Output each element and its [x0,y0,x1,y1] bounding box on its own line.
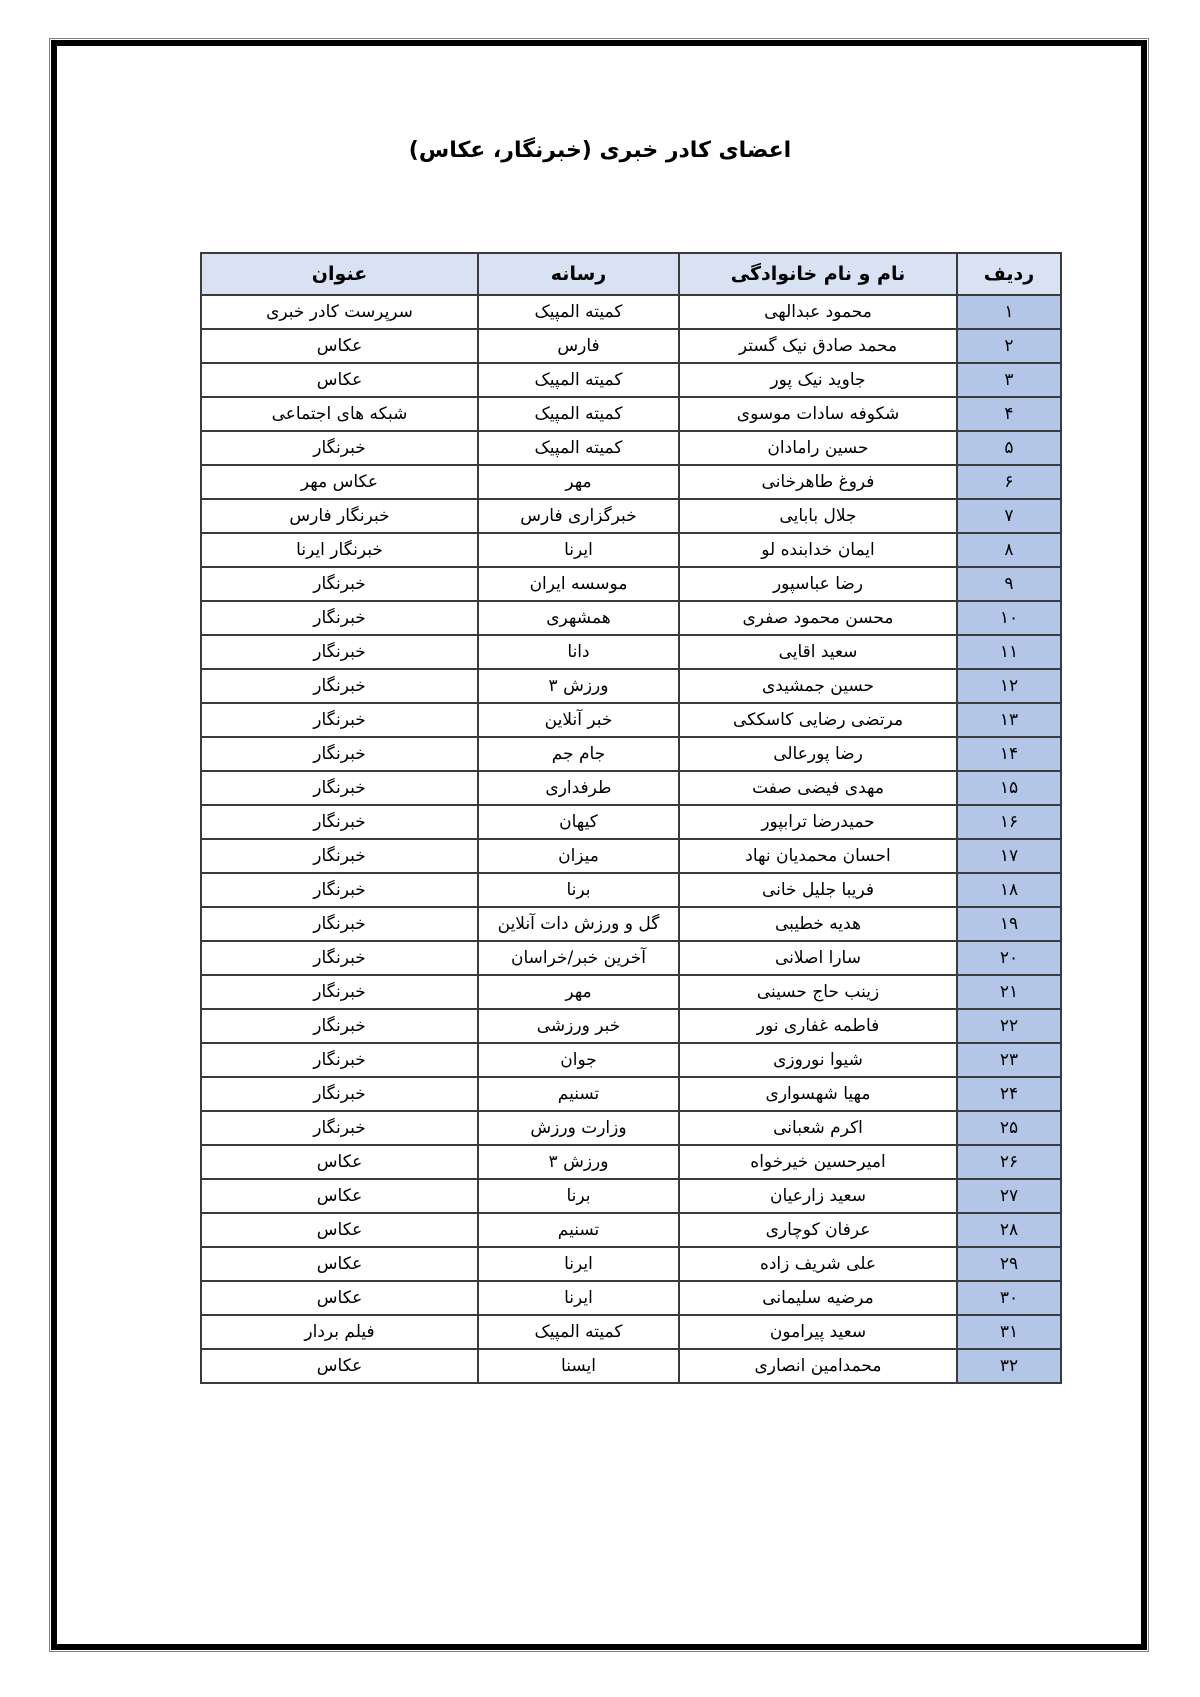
role-cell: عکاس [201,1213,478,1247]
name-cell: مرتضی رضایی کاسککی [679,703,957,737]
role-cell: خبرنگار [201,873,478,907]
table-row [201,907,1061,941]
table-row [201,567,1061,601]
media-cell: کمیته المپیک [478,363,679,397]
row-number-cell: ۳۰ [957,1281,1061,1315]
row-number-cell: ۲۰ [957,941,1061,975]
media-cell: فارس [478,329,679,363]
row-number-cell: ۱۶ [957,805,1061,839]
media-cell: طرفداری [478,771,679,805]
name-cell: مرضیه سلیمانی [679,1281,957,1315]
role-cell: شبکه های اجتماعی [201,397,478,431]
name-cell: جاوید نیک پور [679,363,957,397]
row-number-cell: ۶ [957,465,1061,499]
row-number-cell: ۲۴ [957,1077,1061,1111]
row-number-cell: ۸ [957,533,1061,567]
name-cell: رضا پورعالی [679,737,957,771]
name-cell: حسین رامادان [679,431,957,465]
role-cell: خبرنگار [201,805,478,839]
table-row [201,1349,1061,1383]
name-cell: اکرم شعبانی [679,1111,957,1145]
name-cell: سعید پیرامون [679,1315,957,1349]
media-cell: کیهان [478,805,679,839]
media-cell: کمیته المپیک [478,1315,679,1349]
role-cell: خبرنگار [201,907,478,941]
role-cell: عکاس [201,329,478,363]
media-cell: ایسنا [478,1349,679,1383]
role-cell: عکاس [201,1281,478,1315]
table-header-row [201,253,1061,295]
media-cell: کمیته المپیک [478,295,679,329]
row-number-cell: ۱۷ [957,839,1061,873]
name-cell: محمد صادق نیک گستر [679,329,957,363]
name-cell: هدیه خطیبی [679,907,957,941]
table-row [201,669,1061,703]
table-row [201,533,1061,567]
row-number-cell: ۲۲ [957,1009,1061,1043]
row-number-cell: ۴ [957,397,1061,431]
table-row [201,431,1061,465]
table-row [201,805,1061,839]
row-number-cell: ۹ [957,567,1061,601]
role-cell: عکاس [201,363,478,397]
table-row [201,1281,1061,1315]
name-cell: علی شریف زاده [679,1247,957,1281]
name-cell: زینب حاج حسینی [679,975,957,1009]
row-number-cell: ۱۰ [957,601,1061,635]
media-cell: کمیته المپیک [478,431,679,465]
table-row [201,363,1061,397]
media-cell: کمیته المپیک [478,397,679,431]
role-cell: خبرنگار ایرنا [201,533,478,567]
page-title: اعضای کادر خبری (خبرنگار، عکاس) [408,138,792,163]
column-header-media: رسانه [478,253,679,295]
media-cell: ورزش ۳ [478,669,679,703]
media-cell: خبر ورزشی [478,1009,679,1043]
row-number-cell: ۱۱ [957,635,1061,669]
media-cell: مهر [478,975,679,1009]
name-cell: فریبا جلیل خانی [679,873,957,907]
name-cell: محمود عبدالهی [679,295,957,329]
name-cell: شکوفه سادات موسوی [679,397,957,431]
row-number-cell: ۱۲ [957,669,1061,703]
name-cell: حسین جمشیدی [679,669,957,703]
role-cell: خبرنگار [201,431,478,465]
table-row [201,1213,1061,1247]
row-number-cell: ۱۳ [957,703,1061,737]
name-cell: امیرحسین خیرخواه [679,1145,957,1179]
row-number-cell: ۳ [957,363,1061,397]
table-row [201,1009,1061,1043]
media-cell: تسنیم [478,1077,679,1111]
role-cell: خبرنگار [201,1077,478,1111]
name-cell: فاطمه غفاری نور [679,1009,957,1043]
role-cell: فیلم بردار [201,1315,478,1349]
row-number-cell: ۲۶ [957,1145,1061,1179]
name-cell: سعید زارعیان [679,1179,957,1213]
role-cell: خبرنگار [201,1111,478,1145]
row-number-cell: ۱۹ [957,907,1061,941]
media-cell: موسسه ایران [478,567,679,601]
name-cell: جلال بابایی [679,499,957,533]
row-number-cell: ۱۸ [957,873,1061,907]
role-cell: خبرنگار [201,601,478,635]
name-cell: شیوا نوروزی [679,1043,957,1077]
row-number-cell: ۳۲ [957,1349,1061,1383]
media-cell: میزان [478,839,679,873]
role-cell: خبرنگار [201,635,478,669]
table-row [201,1043,1061,1077]
row-number-cell: ۳۱ [957,1315,1061,1349]
table-row [201,839,1061,873]
media-cell: ایرنا [478,1247,679,1281]
row-number-cell: ۲۳ [957,1043,1061,1077]
row-number-cell: ۲۷ [957,1179,1061,1213]
role-cell: سرپرست کادر خبری [201,295,478,329]
media-cell: مهر [478,465,679,499]
table-row [201,1077,1061,1111]
name-cell: احسان محمدیان نهاد [679,839,957,873]
media-cell: همشهری [478,601,679,635]
name-cell: عرفان کوچاری [679,1213,957,1247]
role-cell: عکاس مهر [201,465,478,499]
role-cell: عکاس [201,1349,478,1383]
media-cell: ایرنا [478,1281,679,1315]
media-cell: خبرگزاری فارس [478,499,679,533]
role-cell: خبرنگار [201,737,478,771]
column-header-row-number: ردیف [957,253,1061,295]
table-row [201,329,1061,363]
table-body [201,295,1061,1383]
role-cell: خبرنگار [201,1009,478,1043]
row-number-cell: ۲۵ [957,1111,1061,1145]
table-row [201,1179,1061,1213]
table-row [201,771,1061,805]
role-cell: خبرنگار [201,941,478,975]
media-cell: خبر آنلاین [478,703,679,737]
name-cell: سارا اصلانی [679,941,957,975]
row-number-cell: ۱۵ [957,771,1061,805]
row-number-cell: ۵ [957,431,1061,465]
table-row [201,1247,1061,1281]
role-cell: خبرنگار [201,567,478,601]
table-row [201,873,1061,907]
role-cell: خبرنگار فارس [201,499,478,533]
column-header-name: نام و نام خانوادگی [679,253,957,295]
row-number-cell: ۲ [957,329,1061,363]
row-number-cell: ۷ [957,499,1061,533]
role-cell: عکاس [201,1247,478,1281]
table-row [201,703,1061,737]
media-cell: برنا [478,873,679,907]
row-number-cell: ۲۱ [957,975,1061,1009]
role-cell: عکاس [201,1145,478,1179]
role-cell: عکاس [201,1179,478,1213]
media-cell: جام جم [478,737,679,771]
table-row [201,465,1061,499]
role-cell: خبرنگار [201,1043,478,1077]
role-cell: خبرنگار [201,771,478,805]
table-row [201,737,1061,771]
media-cell: ورزش ۳ [478,1145,679,1179]
media-cell: برنا [478,1179,679,1213]
table-row [201,295,1061,329]
name-cell: محمدامین انصاری [679,1349,957,1383]
table-row [201,601,1061,635]
name-cell: محسن محمود صفری [679,601,957,635]
table-row [201,1315,1061,1349]
table-row [201,397,1061,431]
name-cell: مهیا شهسواری [679,1077,957,1111]
row-number-cell: ۲۹ [957,1247,1061,1281]
news-staff-table [200,252,1062,1384]
role-cell: خبرنگار [201,669,478,703]
role-cell: خبرنگار [201,703,478,737]
row-number-cell: ۱۴ [957,737,1061,771]
media-cell: گل و ورزش دات آنلاین [478,907,679,941]
table-header [201,253,1061,295]
name-cell: سعید اقایی [679,635,957,669]
media-cell: آخرین خبر/خراسان [478,941,679,975]
media-cell: وزارت ورزش [478,1111,679,1145]
media-cell: دانا [478,635,679,669]
table-row [201,1145,1061,1179]
media-cell: ایرنا [478,533,679,567]
media-cell: تسنیم [478,1213,679,1247]
row-number-cell: ۱ [957,295,1061,329]
role-cell: خبرنگار [201,975,478,1009]
name-cell: فروغ طاهرخانی [679,465,957,499]
name-cell: مهدی فیضی صفت [679,771,957,805]
role-cell: خبرنگار [201,839,478,873]
name-cell: رضا عباسپور [679,567,957,601]
table-row [201,975,1061,1009]
table-row [201,499,1061,533]
media-cell: جوان [478,1043,679,1077]
table-row [201,1111,1061,1145]
name-cell: حمیدرضا ترابپور [679,805,957,839]
table-row [201,635,1061,669]
column-header-role: عنوان [201,253,478,295]
table-row [201,941,1061,975]
name-cell: ایمان خدابنده لو [679,533,957,567]
row-number-cell: ۲۸ [957,1213,1061,1247]
